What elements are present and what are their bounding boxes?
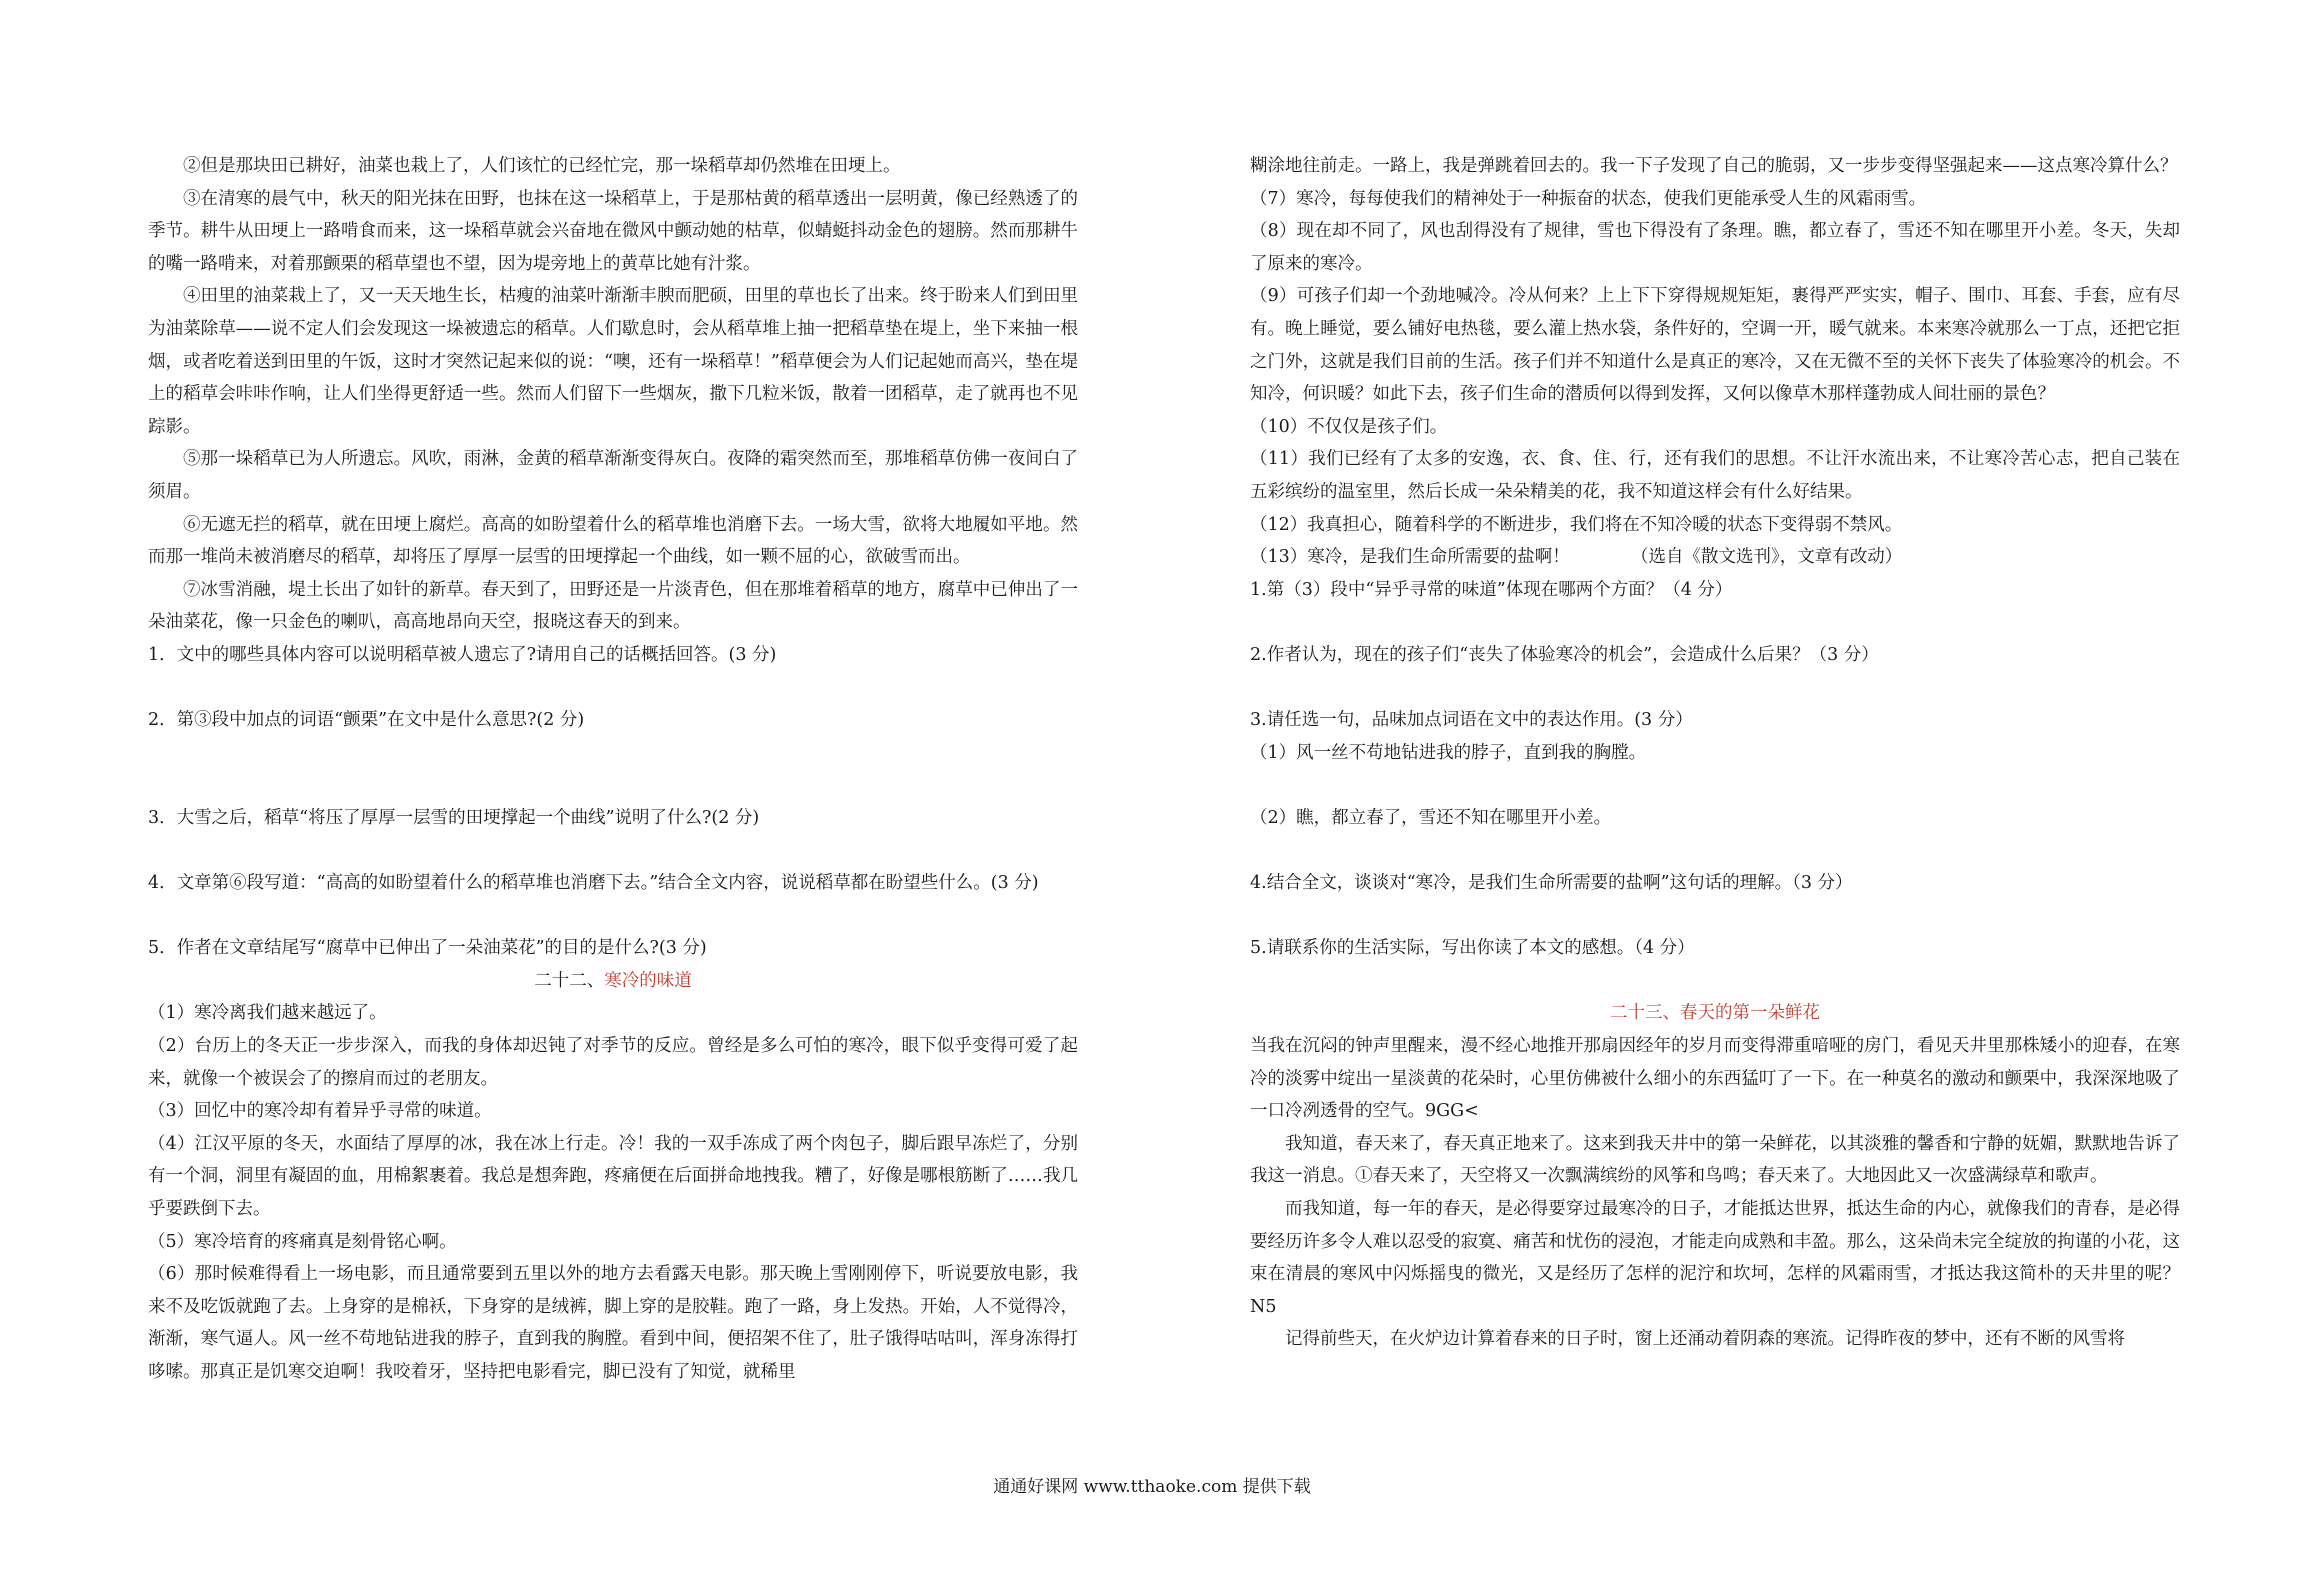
essay-paragraph-4: 记得前些天，在火炉边计算着春来的日子时，窗上还涌动着阴森的寒流。记得昨夜的梦中，还有不断的风雪将 — [1285, 1329, 2125, 1350]
question-3-option-2: （2）瞧，都立春了，雪还不知在哪里开小差。 — [1250, 807, 1612, 828]
question-5: 5.请联系你的生活实际，写出你读了本文的感想。（4 分） — [1250, 938, 1695, 959]
article-paragraph-13 — [1250, 541, 2180, 574]
question-1: 1.第（3）段中“异乎寻常的味道”体现在哪两个方面？（4 分） — [1250, 579, 1733, 600]
paragraph-6: ⑥无遮无拦的稻草，就在田埂上腐烂。高高的如盼望着什么的稻草堆也消磨下去。一场大雪，欲将大地履如平地。然而那一堆尚未被消磨尽的稻草，却将压了厚厚一层雪的田埂撑起一个曲线，如一颗不屈的心，欲破雪而出。 — [148, 514, 1078, 568]
question-3: 3．大雪之后，稻草“将压了厚厚一层雪的田埂撑起一个曲线”说明了什么?(2 分) — [148, 807, 760, 828]
article-paragraph-10: （10）不仅仅是孩子们。 — [1250, 416, 1448, 437]
article-paragraph-12: （12）我真担心，随着科学的不断进步，我们将在不知冷暖的状态下变得弱不禁风。 — [1250, 514, 1903, 535]
left-column — [148, 150, 1078, 1389]
question-2: 2．第③段中加点的词语“颤栗”在文中是什么意思?(2 分) — [148, 710, 585, 731]
paragraph-4: ④田里的油菜栽上了，又一天天地生长，枯瘦的油菜叶渐渐丰腴而肥硕，田里的草也长了出来。终于盼来人们到田里为油菜除草——说不定人们会发现这一垛被遗忘的稻草。人们歇息时，会从稻草堆上抽一把稻草垫在堤上，坐下来抽一根烟，或者吃着送到田里的午饭，这时才突然记起来似的说：“噢，还有一垛稻草！”稻草便会为人们记起她而高兴，垫在堤上的稻草会咔咔作响，让人们坐得更舒适一些。然而人们留下一些烟灰，撒下几粒米饭，散着一团稻草，走了就再也不见踪影。 — [148, 286, 1078, 437]
essay-paragraph-2: 我知道，春天来了，春天真正地来了。这来到我天井中的第一朵鲜花，以其淡雅的馨香和宁静的妩媚，默默地告诉了我这一消息。①春天来了，天空将又一次飘满缤纷的风筝和鸟鸣；春天来了。大地因此又一次盛满绿草和歌声。 — [1250, 1133, 2180, 1187]
question-3: 3.请任选一句，品味加点词语在文中的表达作用。(3 分） — [1250, 710, 1693, 731]
question-4: 4．文章第⑥段写道：“高高的如盼望着什么的稻草堆也消磨下去。”结合全文内容，说说稻草都在盼望些什么。(3 分) — [148, 873, 1039, 894]
question-3-option-1: （1）风一丝不苟地钻进我的脖子，直到我的胸膛。 — [1250, 742, 1647, 763]
article-paragraph-9: （9）可孩子们却一个劲地喊冷。冷从何来？上上下下穿得规规矩矩，裹得严严实实，帽子、围巾、耳套、手套，应有尽有。晚上睡觉，要么铺好电热毯，要么灌上热水袋，条件好的，空调一开，暖气就来。本来寒冷就那么一丁点，还把它拒之门外，这就是我们目前的生活。孩子们并不知道什么是真正的寒冷，又在无微不至的关怀下丧失了体验寒冷的机会。不知冷，何识暖？如此下去，孩子们生命的潜质何以得到发挥，又何以像草木那样蓬勃成人间壮丽的景色？ — [1250, 286, 2180, 405]
article-paragraph-1: （1）寒冷离我们越来越远了。 — [148, 1003, 387, 1024]
paragraph-13-text: （13）寒冷，是我们生命所需要的盐啊！ — [1250, 547, 1570, 568]
article-paragraph-8: （8）现在却不同了，风也刮得没有了规律，雪也下得没有了条理。瞧，都立春了，雪还不知在哪里开小差。冬天，失却了原来的寒冷。 — [1250, 221, 2180, 274]
question-1: 1．文中的哪些具体内容可以说明稻草被人遗忘了?请用自己的话概括回答。(3 分) — [148, 644, 777, 665]
section-name: 寒冷的味道 — [604, 970, 692, 991]
right-column — [1250, 150, 2180, 1356]
article-paragraph-6-cont: 糊涂地往前走。一路上，我是弹跳着回去的。我一下子发现了自己的脆弱，又一步步变得坚强起来——这点寒冷算什么？ — [1250, 156, 2178, 176]
paragraph-7: ⑦冰雪消融，堤土长出了如针的新草。春天到了，田野还是一片淡青色，但在那堆着稻草的地方，腐草中已伸出了一朵油菜花，像一只金色的喇叭，高高地昂向天空，报晓这春天的到来。 — [148, 579, 1078, 633]
section-number: 二十二、 — [534, 970, 605, 991]
question-4: 4.结合全文，谈谈对“寒冷，是我们生命所需要的盐啊”这句话的理解。（3 分） — [1250, 873, 1853, 894]
article-paragraph-5: （5）寒冷培育的疼痛真是刻骨铭心啊。 — [148, 1231, 457, 1252]
article-paragraph-6: （6）那时候难得看上一场电影，而且通常要到五里以外的地方去看露天电影。那天晚上雪刚刚停下，听说要放电影，我来不及吃饭就跑了去。上身穿的是棉袄，下身穿的是绒裤，脚上穿的是胶鞋。跑了一路，身上发热。开始，人不觉得冷，渐渐，寒气逼人。风一丝不苟地钻进我的脖子，直到我的胸膛。看到中间，便招架不住了，肚子饿得咕咕叫，浑身冻得打哆嗦。那真正是饥寒交迫啊！我咬着牙，坚持把电影看完，脚已没有了知觉，就稀里 — [148, 1264, 1078, 1382]
essay-paragraph-3: 而我知道，每一年的春天，是必得要穿过最寒冷的日子，才能抵达世界，抵达生命的内心，就像我们的青春，是必得要经历许多令人难以忍受的寂寞、痛苦和忧伤的浸泡，才能走向成熟和丰盈。那么，这朵尚未完全绽放的拘谨的小花，这束在清晨的寒风中闪烁摇曳的微光，又是经历了怎样的泥泞和坎坷，怎样的风霜雨雪，才抵达我这简朴的天井里的呢？N5 — [1250, 1199, 2180, 1317]
question-5: 5．作者在文章结尾写“腐草中已伸出了一朵油菜花”的目的是什么?(3 分) — [148, 938, 707, 959]
essay-paragraph-1: 当我在沉闷的钟声里醒来，漫不经心地推开那扇因经年的岁月而变得滞重喑哑的房门，看见天井里那株矮小的迎春，在寒冷的淡雾中绽出一星淡黄的花朵时，心里仿佛被什么细小的东西猛叮了一下。在一种莫名的激动和颤栗中，我深深地吸了一口冷冽透骨的空气。9GG< — [1250, 1036, 2180, 1122]
section-title-22 — [148, 965, 1078, 998]
article-paragraph-4: （4）江汉平原的冬天，水面结了厚厚的冰，我在冰上行走。冷！我的一双手冻成了两个肉包子，脚后跟早冻烂了，分别有一个洞，洞里有凝固的血，用棉絮裹着。我总是想奔跑，疼痛便在后面拼命地拽我。糟了，好像是哪根筋断了……我几乎要跌倒下去。 — [148, 1133, 1078, 1219]
paragraph-5: ⑤那一垛稻草已为人所遗忘。风吹，雨淋，金黄的稻草渐渐变得灰白。夜降的霜突然而至，那堆稻草仿佛一夜间白了须眉。 — [148, 449, 1078, 502]
article-source: （选自《散文选刊》，文章有改动） — [1631, 547, 1903, 568]
question-2: 2.作者认为，现在的孩子们“丧失了体验寒冷的机会”，会造成什么后果？（3 分） — [1250, 644, 1879, 665]
article-paragraph-11: （11）我们已经有了太多的安逸，衣、食、住、行，还有我们的思想。不让汗水流出来，不让寒冷苦心志，把自己装在五彩缤纷的温室里，然后长成一朵朵精美的花，我不知道这样会有什么好结果。 — [1250, 449, 2180, 502]
article-paragraph-7: （7）寒冷，每每使我们的精神处于一种振奋的状态，使我们更能承受人生的风霜雨雪。 — [1250, 188, 1927, 209]
article-paragraph-2: （2）台历上的冬天正一步步深入，而我的身体却迟钝了对季节的反应。曾经是多么可怕的寒冷，眼下似乎变得可爱了起来，就像一个被误会了的擦肩而过的老朋友。 — [148, 1036, 1078, 1089]
page-footer: 通通好课网 www.tthaoke.com 提供下载 — [993, 1477, 1311, 1497]
section-title-23: 二十三、春天的第一朵鲜花 — [1610, 1003, 1820, 1024]
paragraph-2: ②但是那块田已耕好，油菜也栽上了，人们该忙的已经忙完，那一垛稻草却仍然堆在田埂上。 — [183, 156, 901, 176]
paragraph-3: ③在清寒的晨气中，秋天的阳光抹在田野，也抹在这一垛稻草上，于是那枯黄的稻草透出一层明黄，像已经熟透了的季节。耕牛从田埂上一路啃食而来，这一垛稻草就会兴奋地在微风中颤动她的枯草，似蜻蜓抖动金色的翅膀。然而那耕牛的嘴一路啃来，对着那颤栗的稻草望也不望，因为堤旁地上的黄草比她有汁浆。 — [148, 188, 1078, 274]
article-paragraph-3: （3）回忆中的寒冷却有着异乎寻常的味道。 — [148, 1101, 492, 1122]
